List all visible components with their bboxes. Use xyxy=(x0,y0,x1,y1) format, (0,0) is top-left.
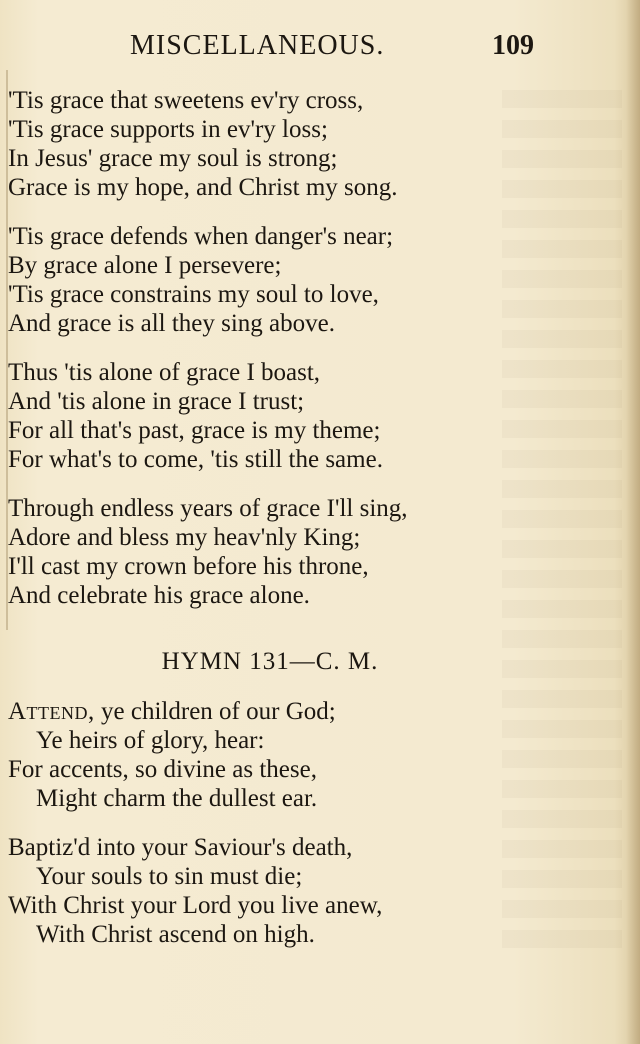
verse-line: I'll cast my crown before his throne, xyxy=(8,553,369,580)
verse-line: By grace alone I persevere; xyxy=(8,252,282,279)
stanza xyxy=(8,833,608,949)
stanza xyxy=(8,222,608,338)
stanza xyxy=(8,494,608,610)
hymn-131 xyxy=(8,697,608,969)
page-header xyxy=(0,30,640,70)
verse-line: With Christ ascend on high. xyxy=(36,921,315,948)
verse-line: Your souls to sin must die; xyxy=(36,863,303,890)
verse-line: And 'tis alone in grace I trust; xyxy=(8,388,305,415)
verse-line xyxy=(8,697,608,726)
verse-line: Adore and bless my heav'nly King; xyxy=(8,524,361,551)
verse-line: With Christ your Lord you live anew, xyxy=(8,892,383,919)
verse-line: 'Tis grace supports in ev'ry loss; xyxy=(8,116,328,143)
page-edge-shadow xyxy=(626,0,640,1044)
first-word: Attend, xyxy=(8,698,95,725)
stanza xyxy=(8,86,608,202)
verse-line: Thus 'tis alone of grace I boast, xyxy=(8,359,321,386)
hymn-continuation xyxy=(8,86,608,630)
verse-line: Through endless years of grace I'll sing, xyxy=(8,495,408,522)
verse-line: Might charm the dullest ear. xyxy=(36,785,318,812)
verse-line: For all that's past, grace is my theme; xyxy=(8,417,381,444)
running-head: MISCELLANEOUS. xyxy=(130,30,385,61)
verse-line: Ye heirs of glory, hear: xyxy=(36,727,265,754)
verse-line: For accents, so divine as these, xyxy=(8,756,317,783)
verse-line: In Jesus' grace my soul is strong; xyxy=(8,145,338,172)
verse-line: 'Tis grace that sweetens ev'ry cross, xyxy=(8,87,364,114)
hymn-title: HYMN 131—C. M. xyxy=(161,648,379,675)
stanza xyxy=(8,358,608,474)
verse-line: 'Tis grace defends when danger's near; xyxy=(8,223,394,250)
verse-line: Grace is my hope, and Christ my song. xyxy=(8,174,398,201)
stanza xyxy=(8,697,608,813)
verse-line: And grace is all they sing above. xyxy=(8,310,335,337)
verse-line: Baptiz'd into your Saviour's death, xyxy=(8,834,353,861)
verse-line: 'Tis grace constrains my soul to love, xyxy=(8,281,379,308)
verse-line-rest: ye children of our God; xyxy=(94,698,336,725)
page-number: 109 xyxy=(492,30,534,61)
verse-line: For what's to come, 'tis still the same. xyxy=(8,446,383,473)
verse-line: And celebrate his grace alone. xyxy=(8,582,310,609)
